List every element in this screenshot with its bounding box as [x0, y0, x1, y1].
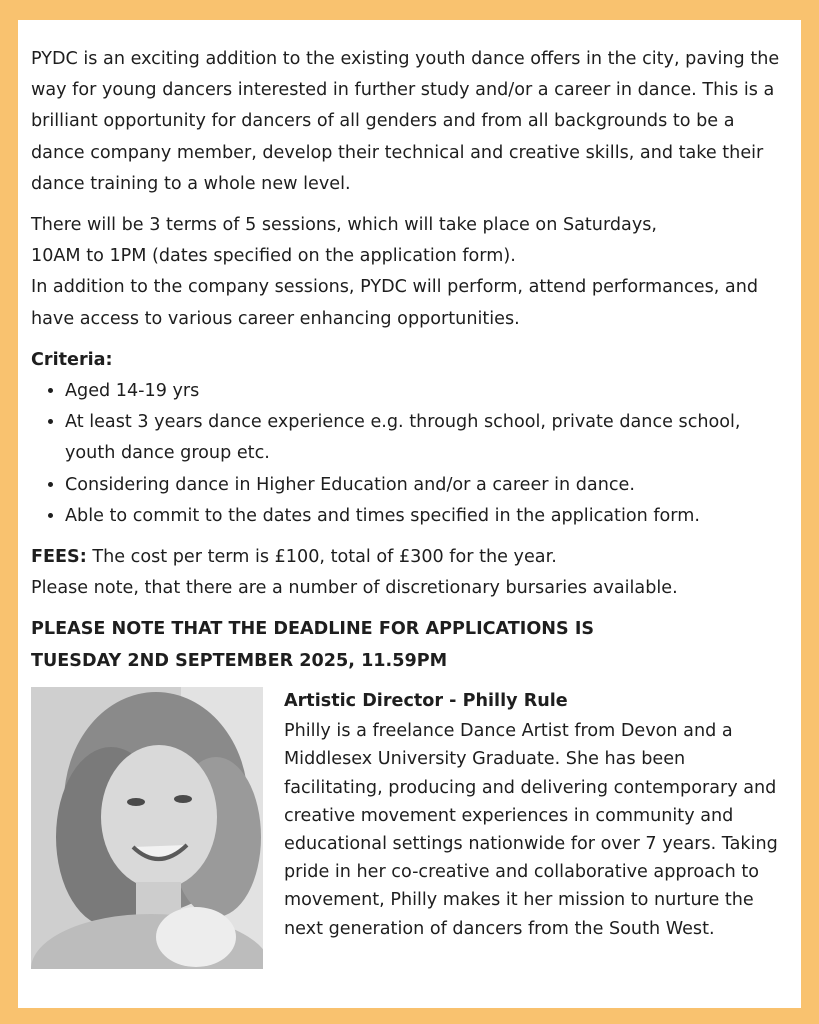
director-bio-text: Philly is a freelance Dance Artist from Devon and a Middlesex University Graduate. She has been facilitating, producing and delivering contemporary and creative movement experiences in community and educational settings nationwide for over 7 years. Taking pride in her co-creative and collaborative approach to movement, Philly makes it her mission to nurture the next generation of dancers from the South West.: [284, 721, 778, 939]
sessions-line-2: 10AM to 1PM (dates specified on the application form).: [31, 246, 516, 267]
portrait-image: [31, 687, 263, 969]
director-section: [31, 687, 791, 977]
criteria-heading: Criteria:: [31, 349, 113, 370]
criteria-list: [31, 376, 791, 532]
criteria-item-commitment: • Able to commit to the dates and times specified in the application form.: [65, 501, 791, 532]
fees-line: [31, 542, 791, 573]
bursary-note: Please note, that there are a number of discretionary bursaries available.: [31, 578, 678, 599]
sessions-line-1: There will be 3 terms of 5 sessions, which will take place on Saturdays,: [31, 215, 657, 236]
fees-text: The cost per term is £100, total of £300 for the year.: [86, 547, 557, 568]
intro-paragraph: PYDC is an exciting addition to the existing youth dance offers in the city, paving the way for young dancers interested in further study and/or a career in dance. This is a brilliant opportunity for dancers of all genders and from all backgrounds to be a dance company member, develop their technical and creative skills, and take their dance training to a whole new level.: [31, 49, 780, 194]
director-photo: [31, 687, 263, 969]
criteria-item-experience: • At least 3 years dance experience e.g. through school, private dance school, youth dance group etc.: [65, 407, 791, 469]
info-panel: [18, 20, 801, 1008]
criteria-item-age: • Aged 14-19 yrs: [65, 376, 791, 407]
director-title: Artistic Director - Philly Rule: [284, 691, 568, 711]
info-content: [31, 44, 791, 677]
deadline-line-2: TUESDAY 2ND SEPTEMBER 2025, 11.59PM: [31, 650, 448, 671]
fees-label: FEES:: [31, 547, 87, 568]
director-bio: [284, 687, 784, 943]
deadline-line-1: PLEASE NOTE THAT THE DEADLINE FOR APPLICATIONS IS: [31, 619, 595, 640]
criteria-item-higher-education: • Considering dance in Higher Education and/or a career in dance.: [65, 470, 791, 501]
sessions-line-3: In addition to the company sessions, PYDC will perform, attend performances, and have access to various career enhancing opportunities.: [31, 277, 759, 329]
